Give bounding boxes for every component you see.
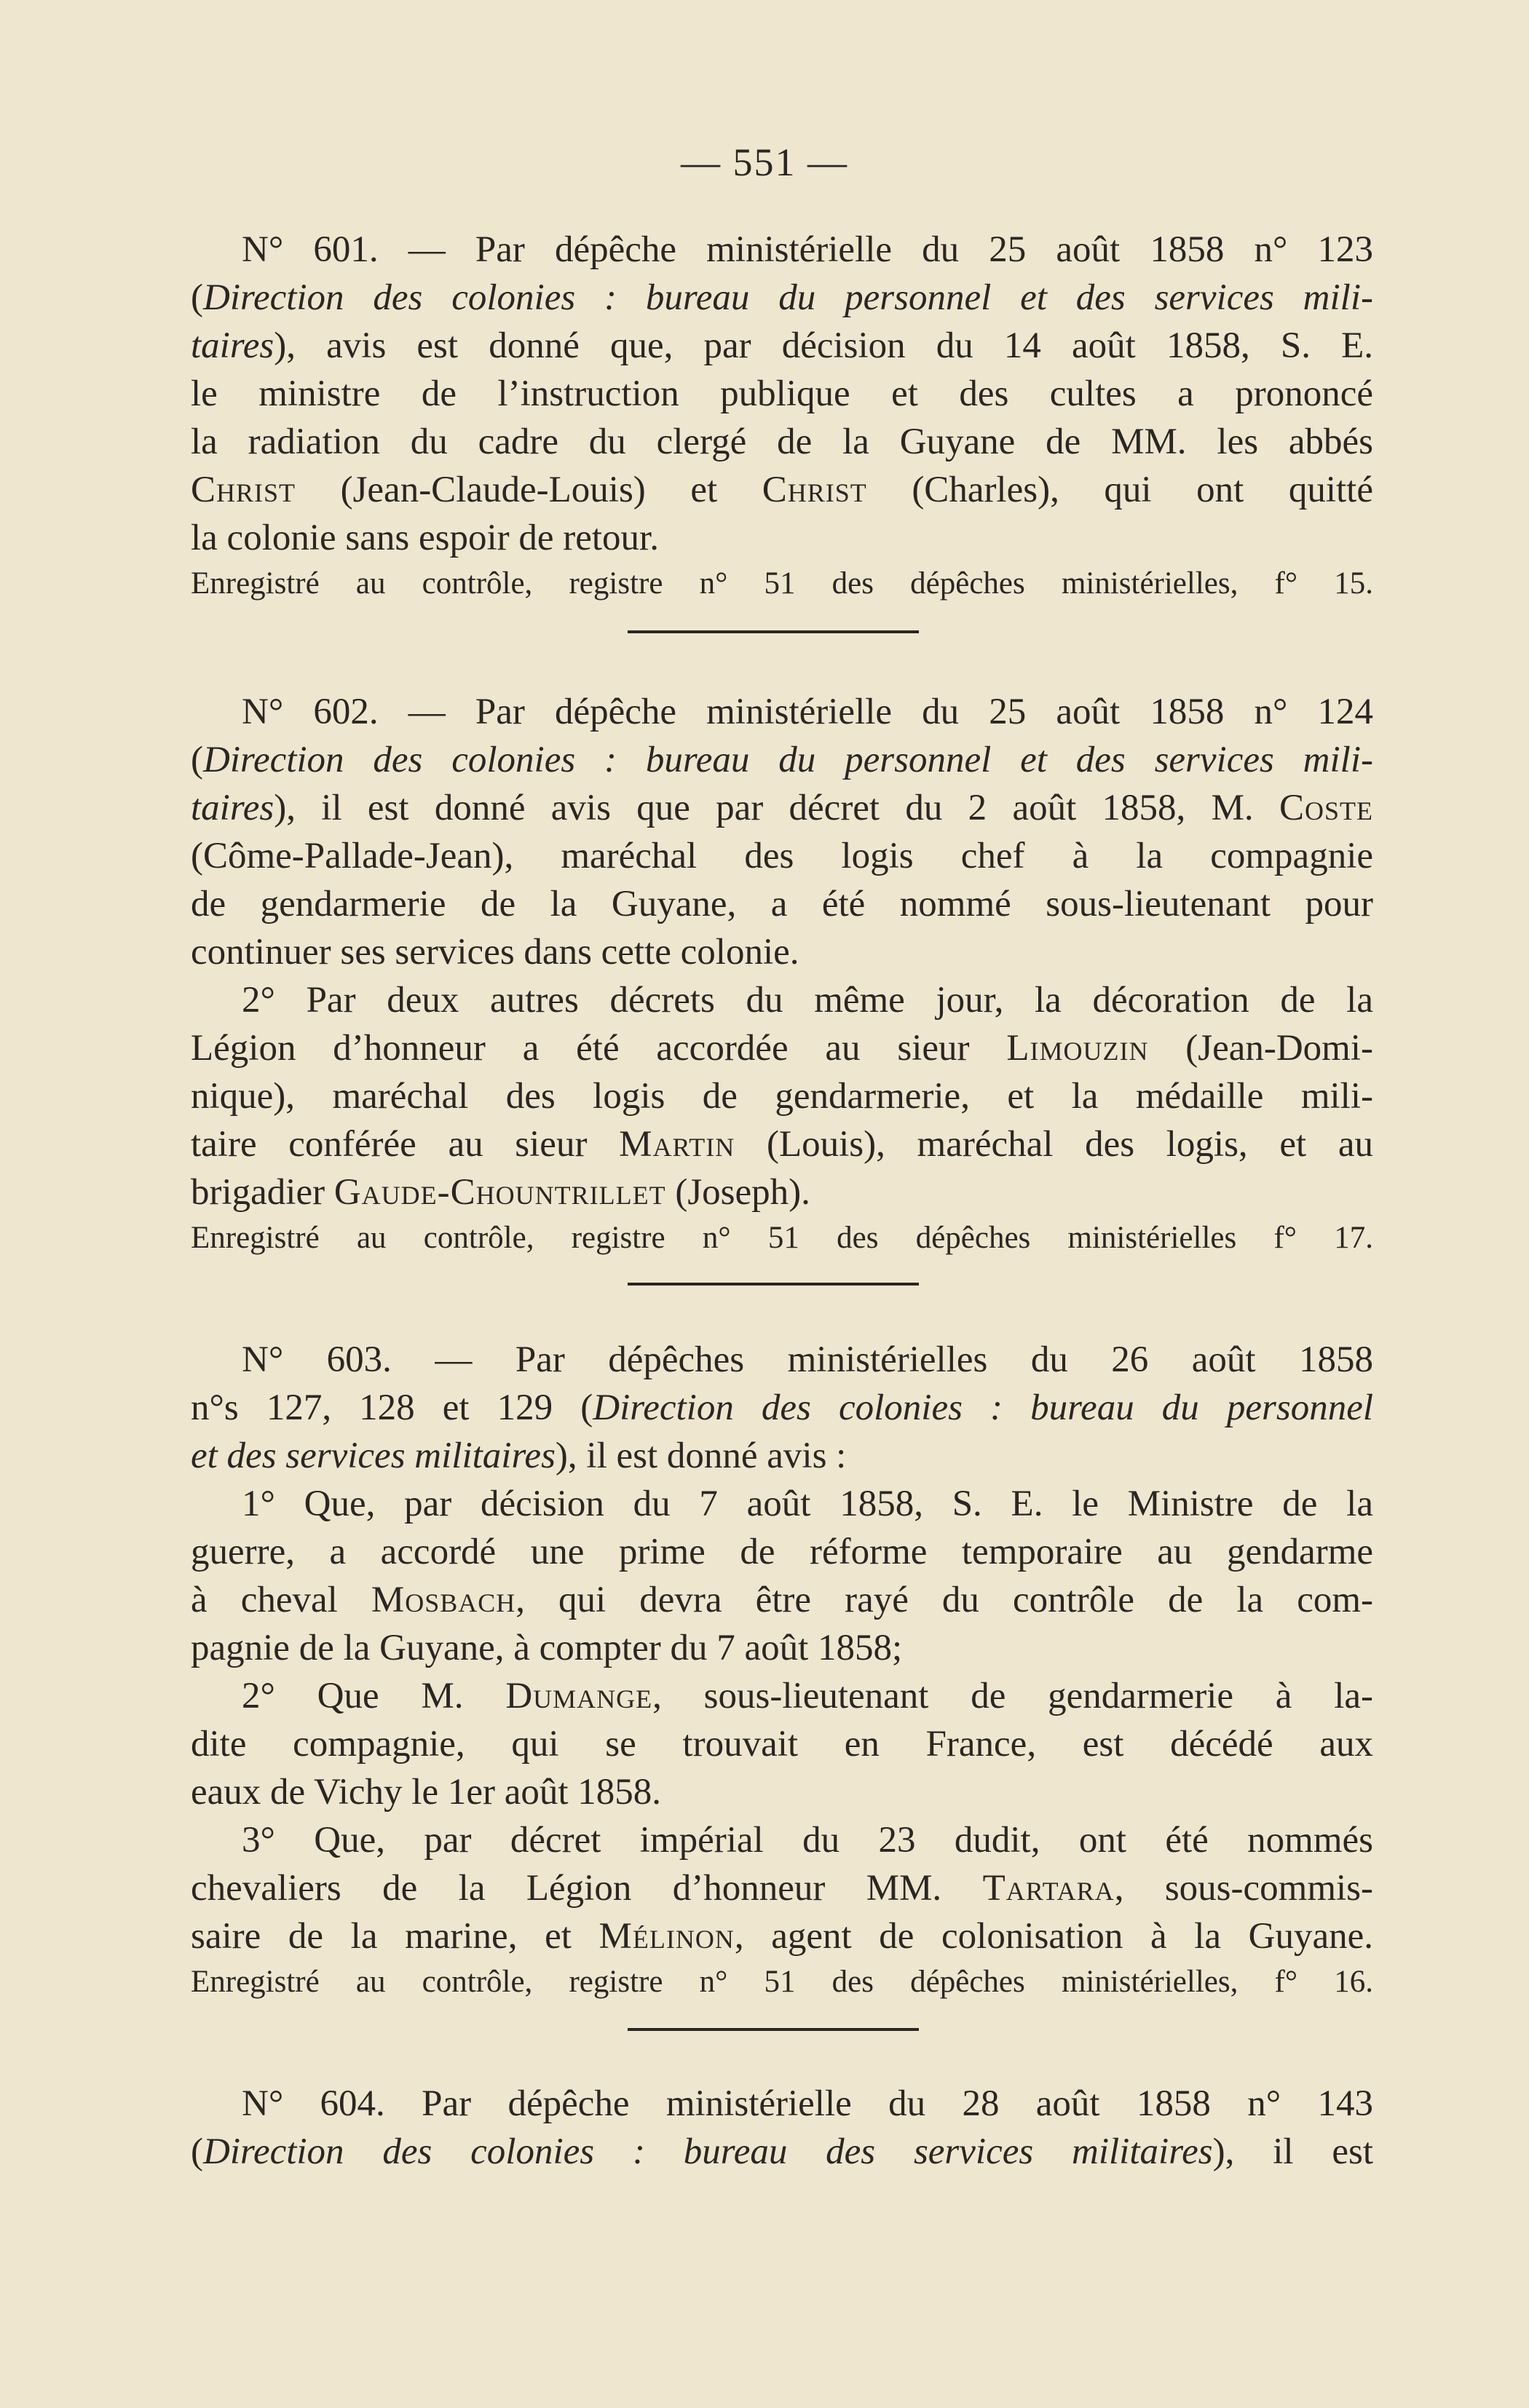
italic-segment: Direction des colonies : bureau des services militaires <box>202 2131 1213 2172</box>
text-segment: ), il est donné avis : <box>555 1435 847 1476</box>
text-segment: , qui devra être rayé du contrôle de la com- <box>515 1580 1373 1620</box>
text-segment: taire conférée au sieur <box>191 1124 620 1165</box>
entry-602-registry: Enregistré au contrôle, registre n° 51 des dépêches ministérielles f° 17. <box>191 1221 1373 1255</box>
text-segment: dite compagnie, qui se trouvait en France, est décédé aux <box>191 1724 1373 1765</box>
entry-603-line-7 <box>191 1624 1373 1672</box>
text-segment: N° 601. — Par dépêche ministérielle du 25 août 1858 n° 123 <box>242 229 1373 270</box>
entry-603-line-1 <box>191 1336 1373 1384</box>
entry-601-line-3 <box>191 322 1373 370</box>
entry-602-line-4 <box>191 832 1373 880</box>
entry-603-line-11 <box>191 1816 1373 1864</box>
text-segment: la colonie sans espoir de retour. <box>191 518 659 558</box>
entry-604 <box>191 2080 1373 2176</box>
name-small-caps: Mélinon <box>598 1916 735 1957</box>
italic-segment: taires <box>191 325 274 366</box>
entry-601-line-1 <box>191 226 1373 274</box>
entry-603-line-10 <box>191 1768 1373 1816</box>
text-segment: N° 604. Par dépêche ministérielle du 28 août 1858 n° 143 <box>242 2083 1373 2124</box>
name-small-caps: Gaude-Chountrillet <box>333 1172 666 1213</box>
italic-segment: Direction des colonies : bureau du personnel et des services mili- <box>202 277 1373 318</box>
entry-603-line-3 <box>191 1432 1373 1480</box>
text-segment: ), avis est donné que, par décision du 14 août 1858, S. E. <box>274 325 1373 366</box>
entry-603-line-2 <box>191 1384 1373 1432</box>
name-small-caps: Martin <box>619 1124 735 1165</box>
italic-segment: Direction des colonies : bureau du personnel <box>593 1387 1374 1428</box>
entry-604-line-2 <box>191 2128 1373 2176</box>
text-segment: continuer ses services dans cette colonie. <box>191 932 799 973</box>
entry-603-line-5 <box>191 1528 1373 1576</box>
text-segment: de gendarmerie de la Guyane, a été nommé sous-lieutenant pour <box>191 884 1373 924</box>
entry-603-line-9 <box>191 1720 1373 1768</box>
text-segment: ( <box>191 277 203 318</box>
text-segment: , sous-lieutenant de gendarmerie à la- <box>652 1676 1373 1716</box>
italic-segment: et des services militaires <box>191 1435 556 1476</box>
entry-602-line-5 <box>191 880 1373 928</box>
text-segment: brigadier <box>191 1172 334 1213</box>
entry-604-line-1 <box>191 2080 1373 2128</box>
entry-601-line-4 <box>191 370 1373 418</box>
entry-601-line-6 <box>191 466 1373 514</box>
text-segment: 1° Que, par décision du 7 août 1858, S. E. le Ministre de la <box>242 1484 1373 1524</box>
entry-601-registry: Enregistré au contrôle, registre n° 51 des dépêches ministérielles, f° 15. <box>191 566 1373 601</box>
name-small-caps: Tartara <box>982 1868 1115 1909</box>
entry-602-line-3 <box>191 784 1373 832</box>
text-segment: n°s 127, 128 et 129 ( <box>191 1387 593 1428</box>
entry-602-line-6 <box>191 928 1373 976</box>
text-segment: à cheval <box>191 1580 371 1620</box>
entry-602-line-2 <box>191 736 1373 784</box>
entry-602-line-9 <box>191 1072 1373 1120</box>
entry-603 <box>191 1336 1373 2004</box>
text-segment: eaux de Vichy le 1er août 1858. <box>191 1772 662 1813</box>
entry-603-registry: Enregistré au contrôle, registre n° 51 des dépêches ministérielles, f° 16. <box>191 1965 1373 1999</box>
entry-602-line-10 <box>191 1120 1373 1168</box>
name-small-caps: Limouzin <box>1006 1028 1149 1069</box>
text-segment: (Joseph). <box>665 1172 810 1213</box>
entry-602 <box>191 688 1373 1260</box>
page-number: — 551 — <box>681 140 848 184</box>
separator-rule <box>628 1283 919 1286</box>
text-segment: , sous-commis- <box>1114 1868 1373 1909</box>
text-segment: chevaliers de la Légion d’honneur MM. <box>191 1868 983 1909</box>
text-segment: 3° Que, par décret impérial du 23 dudit, ont été nommés <box>242 1820 1373 1861</box>
entry-603-line-8 <box>191 1672 1373 1720</box>
text-segment: ), il est donné avis que par décret du 2 août 1858, M. <box>274 788 1279 828</box>
entry-603-line-12 <box>191 1864 1373 1912</box>
entry-602-line-11 <box>191 1168 1373 1216</box>
text-segment: (Jean-Claude-Louis) et <box>296 470 762 510</box>
entry-603-line-6 <box>191 1576 1373 1624</box>
text-segment: Légion d’honneur a été accordée au sieur <box>191 1028 1007 1069</box>
text-segment: 2° Que M. <box>242 1676 506 1716</box>
separator-rule <box>628 2028 919 2031</box>
name-small-caps: Christ <box>762 470 867 510</box>
entry-602-line-8 <box>191 1024 1373 1072</box>
separator-rule <box>628 630 919 633</box>
entry-601-line-7 <box>191 514 1373 562</box>
name-small-caps: Christ <box>191 470 296 510</box>
text-segment: guerre, a accordé une prime de réforme temporaire au gendarme <box>191 1532 1373 1572</box>
entry-603-line-13 <box>191 1912 1373 1960</box>
entry-603-line-4 <box>191 1480 1373 1528</box>
text-segment: (Charles), qui ont quitté <box>866 470 1373 510</box>
text-segment: ( <box>191 740 203 780</box>
name-small-caps: Dumange <box>505 1676 653 1716</box>
entry-601 <box>191 226 1373 606</box>
entry-601-line-2 <box>191 274 1373 322</box>
italic-segment: taires <box>191 788 274 828</box>
text-segment: ), il est <box>1212 2131 1373 2172</box>
text-segment: nique), maréchal des logis de gendarmerie, et la médaille mili- <box>191 1076 1373 1117</box>
text-segment: pagnie de la Guyane, à compter du 7 août 1858; <box>191 1628 903 1668</box>
text-segment: (Jean-Domi- <box>1148 1028 1373 1069</box>
text-segment: (Côme-Pallade-Jean), maréchal des logis chef à la compagnie <box>191 836 1373 876</box>
text-segment: 2° Par deux autres décrets du même jour, la décoration de la <box>242 980 1373 1021</box>
text-segment: ( <box>191 2131 203 2172</box>
text-segment: (Louis), maréchal des logis, et au <box>735 1124 1373 1165</box>
entry-602-line-1 <box>191 688 1373 736</box>
text-segment: la radiation du cadre du clergé de la Guyane de MM. les abbés <box>191 421 1373 462</box>
text-segment: N° 602. — Par dépêche ministérielle du 25 août 1858 n° 124 <box>242 692 1373 732</box>
entry-602-line-7 <box>191 976 1373 1024</box>
entry-601-line-5 <box>191 418 1373 466</box>
text-segment: N° 603. — Par dépêches ministérielles du 26 août 1858 <box>242 1339 1373 1380</box>
text-segment: le ministre de l’instruction publique et des cultes a prononcé <box>191 373 1373 414</box>
name-small-caps: Coste <box>1279 788 1373 828</box>
name-small-caps: Mosbach <box>371 1580 516 1620</box>
italic-segment: Direction des colonies : bureau du personnel et des services mili- <box>202 740 1373 780</box>
text-segment: saire de la marine, et <box>191 1916 599 1957</box>
text-segment: , agent de colonisation à la Guyane. <box>734 1916 1373 1957</box>
